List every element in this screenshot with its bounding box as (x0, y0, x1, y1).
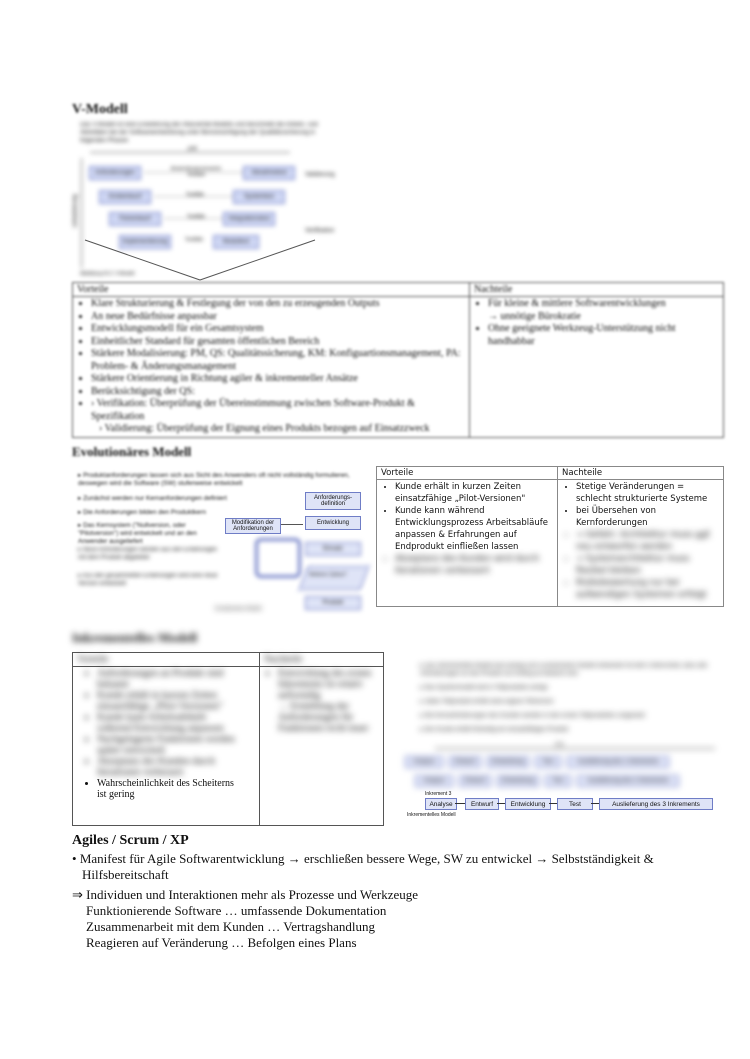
list-item: • Akzeptanz des Kunden wird durch Iterationen verbessert (395, 553, 553, 577)
vmodel-left-box-3: Feinentwurf (109, 212, 161, 226)
vmodel-mid-label-3: Testfälle (186, 214, 206, 220)
evo-bullet-4: ▸ Das Kernsystem ("Nullversion, oder "Pilotversion") wird entwickelt und an den Anwender ausgeliefert (78, 522, 197, 545)
list-item: • Wahrscheinlichkeit des Scheiterns ist gering (97, 778, 255, 800)
list-item: • Kunde erhält in kurzen Zeiten einsatzfähige „Pilot-Versionen" (97, 690, 255, 712)
vmodel-intro: Das V-Modell ist eine Erweiterung des Wasserfall-Modells und beschreibt die Arbeits- und Aktivitäten bei der Softwareentwicklung unter Berücksichtigung der Qualitätssicherung in folgenden Phasen (80, 122, 318, 144)
inkr-row2-entwicklung: Entwicklung (497, 775, 539, 787)
vmodel-caption: Abbildung III-2: V-Modell (80, 271, 135, 277)
inkr-row2-analyse: Analyse (415, 775, 453, 787)
vmodel-validation-label: Validierung (305, 172, 335, 178)
list-item: • Kunde kann Arbeitsabläufe während Entwicklung anpassen (97, 712, 255, 734)
list-item: • Kunde erhält in kurzen Zeiten einsatzfähige „Pilot-Versionen" (395, 481, 553, 505)
evo-bullet-2: ▸ Zunächst werden nur Kernanforderungen definiert (78, 495, 227, 502)
inkr-row1-test: Test (535, 756, 561, 768)
inkr-row2-delivery: Auslieferung des 2 Inkrements (577, 775, 679, 787)
list-item: • Klare Strukturierung & Festlegung der von den zu erzeugenden Outputs (91, 298, 465, 311)
evo-table (376, 466, 724, 607)
evo-bullet-6: ▸ Aus den gesammelten Erfahrungen wird eine neue Version entwickelt (78, 573, 218, 587)
evo-cons-list (562, 481, 719, 601)
inkr-row1-analyse: Analyse (405, 756, 443, 768)
inkr-bullet-2: ▸ Das Systemmodell wird in Teilprodukte zerlegt (420, 685, 548, 691)
vmodel-cons-sub: → unnötige Bürokratie (488, 310, 581, 322)
agile-value-2: Funktionierende Software … umfassende Dokumentation (86, 903, 387, 918)
inkr-bullets (420, 662, 720, 734)
agile-bullet-cont: Hilfsbereitschaft (82, 867, 169, 882)
list-item: • Anforderungen an Produkt sind bekannt (97, 668, 255, 690)
inkr-row2-entwurf: Entwurf (459, 775, 491, 787)
vmodel-col-cons: Nachteile (470, 283, 724, 297)
inkr-caption: Inkrementelles Modell (407, 812, 456, 818)
vmodel-table (72, 282, 724, 438)
inkr-row3-label: Inkrement 3 (425, 791, 452, 797)
vmodel-mid-label-1: Anwendungsszenarien Testfälle (170, 166, 222, 178)
vmodel-mid-label-2: Testfälle (185, 192, 205, 198)
vmodel-left-box-1: Anforderungen (89, 166, 141, 180)
list-item: • Stärkere Orientierung in Richtung agiler & inkrementeller Ansätze (91, 373, 465, 386)
evo-bullet-5: ▸ Neue Anforderungen werden aus den Erfahrungen mit dem Produkt abgeleitet (78, 547, 218, 561)
list-item: • Nachgelagerte Funktionen werden später entwickelt (97, 734, 255, 756)
agile-title: Agiles / Scrum / XP (72, 833, 189, 848)
inkr-row1-entwurf: Entwurf (449, 756, 481, 768)
vmodel-time-label: Zeit (187, 146, 198, 152)
agile-body (72, 851, 732, 951)
vmodel-left-box-2: Grobentwurf (99, 190, 151, 204)
evo-title: Evolutionäres Modell (72, 444, 192, 459)
inkr-pros-list (77, 668, 255, 800)
vmodel-right-box-4: Modultest (213, 235, 259, 249)
agile-bullet: • Manifest für Agile Softwarentwicklung → erschließen bessere Wege, SW zu entwickel → Selbstständigkeit & (72, 851, 654, 866)
evo-col-pros: Vorteile (377, 467, 558, 480)
agile-value-4: Reagieren auf Veränderung … Befolgen eines Plans (86, 935, 357, 950)
vmodel-pros-list (77, 298, 465, 423)
vmodel-right-box-1: Abnahmetest (243, 166, 295, 180)
evo-col-cons: Nachteile (558, 467, 724, 480)
inkr-row3-entwurf: Entwurf (465, 798, 499, 810)
list-item: • Entwicklungsmodell für ein Gesamtsystem (91, 323, 465, 336)
evo-box-modification: Modifikation der Anforderungen (225, 518, 281, 534)
list-item: • Stetige Veränderungen = schlecht strukturierte Systeme (576, 481, 719, 505)
inkr-cons-list (264, 668, 379, 734)
inkr-row3-delivery: Auslieferung des 3 Inkrements (599, 798, 713, 810)
vmodel-title: V-Modell (72, 102, 128, 117)
list-item: • → Gefahr: Architektur muss ggf. neu entworfen werden (576, 529, 719, 553)
vmodel-left-box-4: Implementierung (119, 235, 171, 249)
list-item: • Kunde kann während Entwicklungsprozess Arbeitsabläufe anpassen & Erfahrungen auf Endprodukt einfließen lassen (395, 505, 553, 553)
vmodel-col-pros: Vorteile (73, 283, 470, 297)
inkr-row3-entwicklung: Entwicklung (505, 798, 551, 810)
evo-pros-list (381, 481, 553, 577)
list-item: • › Verifikation: Überprüfung der Übereinstimmung zwischen Software-Produkt & Spezifikation (91, 398, 465, 423)
inkr-bullet-3: ▸ Jedes Teilprodukt erhält seine eigene Teilversion (420, 699, 554, 705)
agile-value-3: Zusammenarbeit mit dem Kunden … Vertragshandlung (86, 919, 375, 934)
list-item: • Für kleine & mittlere Softwarentwicklungen (488, 298, 719, 311)
evo-caption: Evolutionäres Modell (215, 606, 262, 612)
evo-bullet-1: ▸ Produktanforderungen lassen sich aus Sicht des Anwenders oft nicht vollständig formulieren, deswegen wird die Software (SW) stufenweise entwickelt (78, 472, 350, 487)
evo-box-use: Einsatz (305, 542, 361, 556)
list-item: • Einheitlicher Standard für gesamten öffentlichen Bereich (91, 336, 465, 349)
agile-value-1: ⇒ Individuen und Interaktionen mehr als Prozesse und Werkzeuge (72, 887, 419, 902)
vmodel-verification-label: Verifikation (305, 228, 335, 234)
inkr-row3-test: Test (557, 798, 593, 810)
evo-bullet-3: ▸ Die Anforderungen bilden den Produktkern (78, 509, 206, 516)
evo-box-requirements: Anforderungs-definition (305, 492, 361, 510)
inkr-time-label: Zeit (555, 742, 564, 748)
inkr-row1-delivery: Auslieferung des 1 Inkrements (567, 756, 669, 768)
vmodel-detail-label: Detaillierung (72, 194, 79, 228)
list-item: • Berücksichtigung der QS: (91, 386, 465, 399)
list-item: • Stärkere Modalisierung: PM, QS: Qualitätssicherung, KM: Konfiguartionsmanagement, PA: Problem- & Änderungsmanagement (91, 348, 465, 373)
list-item: • Akzeptanz des Kunden durch Iterationen verbessert (97, 756, 255, 778)
list-item: • → Systemarchitektur muss flexibel bleiben (576, 553, 719, 577)
list-item: → Ermittlung der Anforderungen für Funktionen recht teuer (278, 701, 369, 734)
vmodel-right-box-3: Integrationstest (223, 212, 275, 226)
evo-box-product: Produkt (305, 596, 361, 610)
evo-box-development: Entwicklung (305, 516, 361, 530)
vmodel-mid-label-4: Testfälle (184, 237, 204, 243)
inkr-bullet-5: ▸ Der Kunde erhält frühzeitig ein einsatzfähiges Produkt (420, 727, 569, 733)
inkr-row2-test: Test (545, 775, 571, 787)
vmodel-cons-list (474, 298, 719, 348)
evo-cycle-icon (255, 538, 301, 578)
list-item: • An neue Bedürfnisse anpassbar (91, 311, 465, 324)
inkr-title: Inkrementelles Modell (72, 630, 198, 645)
evo-box-decision: Weiterer Zyklus? (309, 572, 347, 578)
inkr-bullet-1: ▸ Das Inkrementelle Modell wird analog zum Evolutionären Modell entwickelt mit dem Unterschied, dass alle Anforderungen an das Produkt von Anfang an bekannt sind (420, 663, 708, 677)
inkr-table (72, 652, 384, 826)
list-item: • Ohne geeignete Werkzeug-Unterstützung nicht handhabbar (488, 323, 719, 348)
vmodel-right-box-2: Systemtest (233, 190, 285, 204)
list-item: • Risikobewertung nur bei aufwendigen Systemen erfolgt (576, 577, 719, 601)
inkr-bullet-4: ▸ Die Kernanforderungen des Kunden werden in den ersten Teilprodukten umgesetzt (420, 713, 646, 719)
inkr-col-cons: Nachteile (260, 653, 384, 667)
evo-diagram (215, 492, 375, 612)
vmodel-pros-validation: › Validierung: Überprüfung der Eignung eines Produkts bezogen auf Einsatzzweck (99, 423, 430, 434)
inkr-diagram (405, 742, 725, 822)
list-item: • bei Übersehen von Kernforderungen (576, 505, 719, 529)
list-item: • Entwicklung des ersten Inkrements ist relativ aufwendig (278, 668, 379, 701)
inkr-row1-entwicklung: Entwicklung (487, 756, 529, 768)
inkr-row3-analyse: Analyse (425, 798, 457, 810)
inkr-col-pros: Vorteile (73, 653, 260, 667)
